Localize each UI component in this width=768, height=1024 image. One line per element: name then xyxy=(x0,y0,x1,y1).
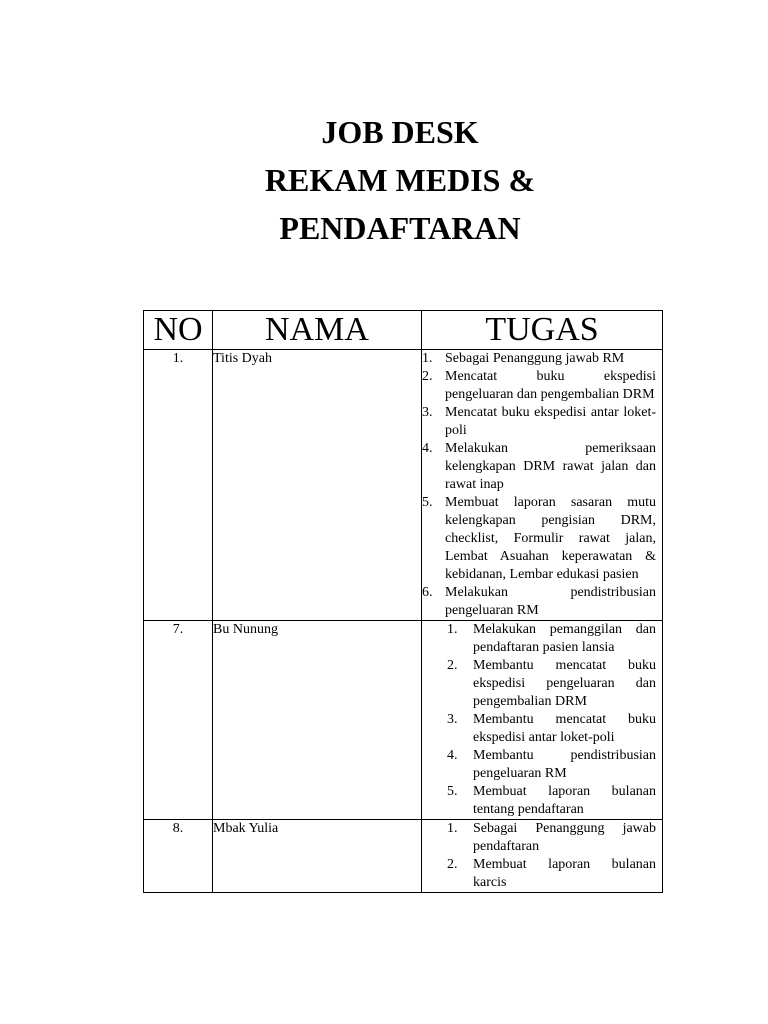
task-item xyxy=(422,856,662,892)
task-number: 1. xyxy=(447,622,458,637)
row-number: 1. xyxy=(144,350,213,621)
header-nama: NAMA xyxy=(213,311,422,350)
task-item xyxy=(422,404,662,440)
task-text: Membuat laporan sasaran mutu kelengkapan pengisian DRM, checklist, Formulir rawat jalan, Lembat Asuahan keperawatan & kebidanan, Lembar edukasi pasien xyxy=(445,495,656,582)
header-no: NO xyxy=(144,311,213,350)
task-number: 2. xyxy=(447,658,458,673)
task-list xyxy=(422,621,662,819)
row-tasks xyxy=(422,820,663,893)
task-text: Membantu pendistribusian pengeluaran RM xyxy=(473,748,656,781)
task-item xyxy=(422,368,662,404)
task-item xyxy=(422,350,662,368)
task-number: 3. xyxy=(447,712,458,727)
task-list xyxy=(422,350,662,620)
table-row xyxy=(144,621,663,820)
title-line-3: PENDAFTARAN xyxy=(279,210,521,246)
task-text: Membantu mencatat buku ekspedisi antar loket-poli xyxy=(473,712,656,745)
row-number: 8. xyxy=(144,820,213,893)
task-item xyxy=(422,820,662,856)
table-row xyxy=(144,820,663,893)
table-row xyxy=(144,350,663,621)
task-item xyxy=(422,584,662,620)
task-item xyxy=(422,657,662,711)
row-number: 7. xyxy=(144,621,213,820)
task-number: 1. xyxy=(447,821,458,836)
task-item xyxy=(422,711,662,747)
row-name: Bu Nunung xyxy=(213,621,422,820)
table-header-row xyxy=(144,311,663,350)
task-text: Membuat laporan bulanan karcis xyxy=(473,857,656,890)
job-desk-table xyxy=(143,310,663,893)
task-text: Membantu mencatat buku ekspedisi pengeluaran dan pengembalian DRM xyxy=(473,658,656,709)
task-list xyxy=(422,820,662,892)
row-tasks xyxy=(422,350,663,621)
header-tugas: TUGAS xyxy=(422,311,663,350)
task-text: Membuat laporan bulanan tentang pendaftaran xyxy=(473,784,656,817)
task-item xyxy=(422,440,662,494)
task-number: 4. xyxy=(447,748,458,763)
task-item xyxy=(422,783,662,819)
title-line-1: JOB DESK xyxy=(321,114,479,150)
row-tasks xyxy=(422,621,663,820)
row-name: Titis Dyah xyxy=(213,350,422,621)
task-item xyxy=(422,494,662,584)
task-text: Mencatat buku ekspedisi pengeluaran dan pengembalian DRM xyxy=(445,369,656,402)
task-number: 1. xyxy=(422,351,433,366)
task-text: Sebagai Penanggung jawab RM xyxy=(445,351,625,366)
task-item xyxy=(422,621,662,657)
task-number: 4. xyxy=(422,441,433,456)
task-number: 6. xyxy=(422,585,433,600)
row-name: Mbak Yulia xyxy=(213,820,422,893)
task-text: Mencatat buku ekspedisi antar loket-poli xyxy=(445,405,656,438)
title-line-2: REKAM MEDIS & xyxy=(264,162,536,198)
task-number: 2. xyxy=(422,369,433,384)
task-text: Melakukan pendistribusian pengeluaran RM xyxy=(445,585,656,618)
task-item xyxy=(422,747,662,783)
task-number: 5. xyxy=(447,784,458,799)
task-text: Melakukan pemanggilan dan pendaftaran pasien lansia xyxy=(473,622,656,655)
task-number: 3. xyxy=(422,405,433,420)
task-text: Sebagai Penanggung jawab pendaftaran xyxy=(473,821,656,854)
document-title xyxy=(0,108,768,252)
task-number: 5. xyxy=(422,495,433,510)
task-text: Melakukan pemeriksaan kelengkapan DRM rawat jalan dan rawat inap xyxy=(445,441,656,492)
task-number: 2. xyxy=(447,857,458,872)
